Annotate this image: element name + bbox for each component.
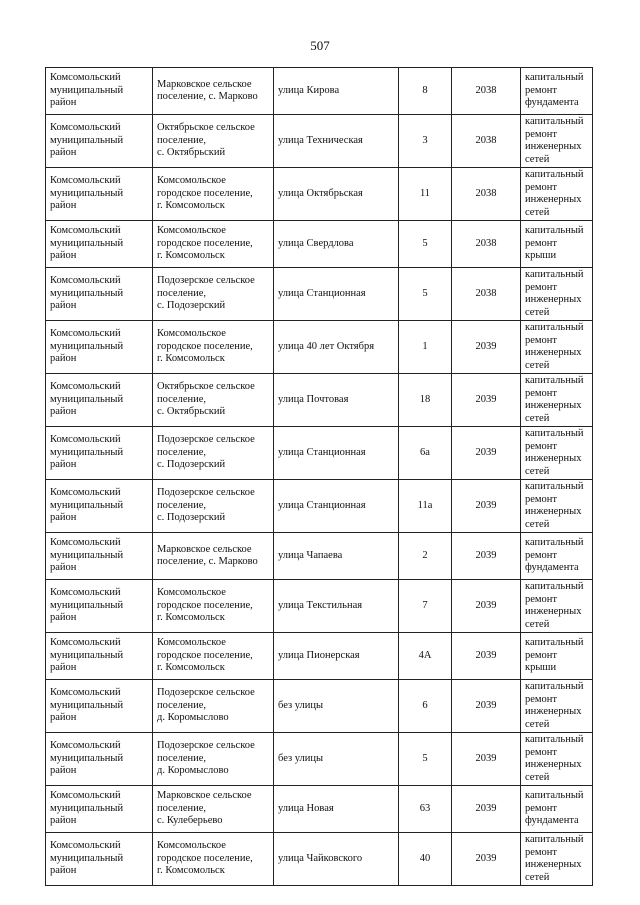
district-cell: Комсомольский муниципальный район [46, 633, 153, 680]
district-cell: Комсомольский муниципальный район [46, 68, 153, 115]
year-cell: 2038 [452, 168, 521, 221]
work-type-cell: капитальный ремонт крыши [521, 633, 593, 680]
settlement-cell: Комсомольское городское поселение, г. Комсомольск [153, 221, 274, 268]
table-body [46, 68, 593, 886]
work-type-cell: капитальный ремонт инженерных сетей [521, 833, 593, 886]
work-type-cell: капитальный ремонт инженерных сетей [521, 580, 593, 633]
street-cell: улица Октябрьская [274, 168, 399, 221]
year-cell: 2039 [452, 480, 521, 533]
street-cell: улица Свердлова [274, 221, 399, 268]
work-type-cell: капитальный ремонт инженерных сетей [521, 374, 593, 427]
street-cell: улица Чапаева [274, 533, 399, 580]
house-number-cell: 6а [399, 427, 452, 480]
district-cell: Комсомольский муниципальный район [46, 580, 153, 633]
street-cell: без улицы [274, 680, 399, 733]
settlement-cell: Марковское сельское поселение, с. Марково [153, 533, 274, 580]
work-type-cell: капитальный ремонт инженерных сетей [521, 168, 593, 221]
work-type-cell: капитальный ремонт инженерных сетей [521, 115, 593, 168]
settlement-cell: Марковское сельское поселение, с. Марково [153, 68, 274, 115]
district-cell: Комсомольский муниципальный район [46, 427, 153, 480]
year-cell: 2039 [452, 633, 521, 680]
work-type-cell: капитальный ремонт фундамента [521, 786, 593, 833]
table-row [46, 480, 593, 533]
street-cell: улица Станционная [274, 268, 399, 321]
table-row [46, 374, 593, 427]
year-cell: 2039 [452, 833, 521, 886]
work-type-cell: капитальный ремонт инженерных сетей [521, 427, 593, 480]
settlement-cell: Подозерское сельское поселение, д. Коромыслово [153, 733, 274, 786]
year-cell: 2039 [452, 680, 521, 733]
house-number-cell: 5 [399, 733, 452, 786]
year-cell: 2038 [452, 221, 521, 268]
settlement-cell: Комсомольское городское поселение, г. Комсомольск [153, 168, 274, 221]
work-type-cell: капитальный ремонт инженерных сетей [521, 733, 593, 786]
street-cell: улица Кирова [274, 68, 399, 115]
house-number-cell: 2 [399, 533, 452, 580]
house-number-cell: 6 [399, 680, 452, 733]
year-cell: 2039 [452, 533, 521, 580]
street-cell: без улицы [274, 733, 399, 786]
house-number-cell: 63 [399, 786, 452, 833]
district-cell: Комсомольский муниципальный район [46, 480, 153, 533]
year-cell: 2039 [452, 786, 521, 833]
year-cell: 2038 [452, 68, 521, 115]
street-cell: улица Станционная [274, 480, 399, 533]
district-cell: Комсомольский муниципальный район [46, 533, 153, 580]
district-cell: Комсомольский муниципальный район [46, 221, 153, 268]
house-number-cell: 11 [399, 168, 452, 221]
house-number-cell: 7 [399, 580, 452, 633]
district-cell: Комсомольский муниципальный район [46, 268, 153, 321]
street-cell: улица 40 лет Октября [274, 321, 399, 374]
work-type-cell: капитальный ремонт инженерных сетей [521, 680, 593, 733]
house-number-cell: 5 [399, 221, 452, 268]
table-row [46, 580, 593, 633]
settlement-cell: Комсомольское городское поселение, г. Комсомольск [153, 833, 274, 886]
settlement-cell: Октябрьское сельское поселение, с. Октябрьский [153, 374, 274, 427]
year-cell: 2038 [452, 115, 521, 168]
table-row [46, 268, 593, 321]
work-type-cell: капитальный ремонт крыши [521, 221, 593, 268]
year-cell: 2039 [452, 374, 521, 427]
district-cell: Комсомольский муниципальный район [46, 168, 153, 221]
work-type-cell: капитальный ремонт фундамента [521, 68, 593, 115]
table-row [46, 733, 593, 786]
street-cell: улица Чайковского [274, 833, 399, 886]
year-cell: 2038 [452, 268, 521, 321]
house-number-cell: 3 [399, 115, 452, 168]
table-row [46, 115, 593, 168]
house-number-cell: 11а [399, 480, 452, 533]
repair-schedule-table [45, 67, 593, 886]
district-cell: Комсомольский муниципальный район [46, 833, 153, 886]
table-row [46, 680, 593, 733]
work-type-cell: капитальный ремонт фундамента [521, 533, 593, 580]
house-number-cell: 18 [399, 374, 452, 427]
house-number-cell: 4А [399, 633, 452, 680]
page-number: 507 [310, 38, 330, 53]
settlement-cell: Комсомольское городское поселение, г. Комсомольск [153, 633, 274, 680]
year-cell: 2039 [452, 427, 521, 480]
street-cell: улица Новая [274, 786, 399, 833]
district-cell: Комсомольский муниципальный район [46, 680, 153, 733]
settlement-cell: Подозерское сельское поселение, с. Подозерский [153, 480, 274, 533]
table-row [46, 321, 593, 374]
street-cell: улица Техническая [274, 115, 399, 168]
settlement-cell: Комсомольское городское поселение, г. Комсомольск [153, 321, 274, 374]
district-cell: Комсомольский муниципальный район [46, 321, 153, 374]
street-cell: улица Текстильная [274, 580, 399, 633]
work-type-cell: капитальный ремонт инженерных сетей [521, 321, 593, 374]
work-type-cell: капитальный ремонт инженерных сетей [521, 268, 593, 321]
street-cell: улица Станционная [274, 427, 399, 480]
table-row [46, 427, 593, 480]
table-row [46, 221, 593, 268]
table-row [46, 633, 593, 680]
table-row [46, 833, 593, 886]
house-number-cell: 1 [399, 321, 452, 374]
district-cell: Комсомольский муниципальный район [46, 374, 153, 427]
settlement-cell: Октябрьское сельское поселение, с. Октябрьский [153, 115, 274, 168]
district-cell: Комсомольский муниципальный район [46, 786, 153, 833]
district-cell: Комсомольский муниципальный район [46, 733, 153, 786]
settlement-cell: Подозерское сельское поселение, с. Подозерский [153, 427, 274, 480]
settlement-cell: Марковское сельское поселение, с. Кулеберьево [153, 786, 274, 833]
work-type-cell: капитальный ремонт инженерных сетей [521, 480, 593, 533]
street-cell: улица Почтовая [274, 374, 399, 427]
settlement-cell: Подозерское сельское поселение, д. Коромыслово [153, 680, 274, 733]
year-cell: 2039 [452, 580, 521, 633]
settlement-cell: Подозерское сельское поселение, с. Подозерский [153, 268, 274, 321]
table-row [46, 168, 593, 221]
year-cell: 2039 [452, 321, 521, 374]
table-row [46, 533, 593, 580]
year-cell: 2039 [452, 733, 521, 786]
table-row [46, 786, 593, 833]
house-number-cell: 40 [399, 833, 452, 886]
house-number-cell: 8 [399, 68, 452, 115]
house-number-cell: 5 [399, 268, 452, 321]
district-cell: Комсомольский муниципальный район [46, 115, 153, 168]
table-row [46, 68, 593, 115]
settlement-cell: Комсомольское городское поселение, г. Комсомольск [153, 580, 274, 633]
street-cell: улица Пионерская [274, 633, 399, 680]
